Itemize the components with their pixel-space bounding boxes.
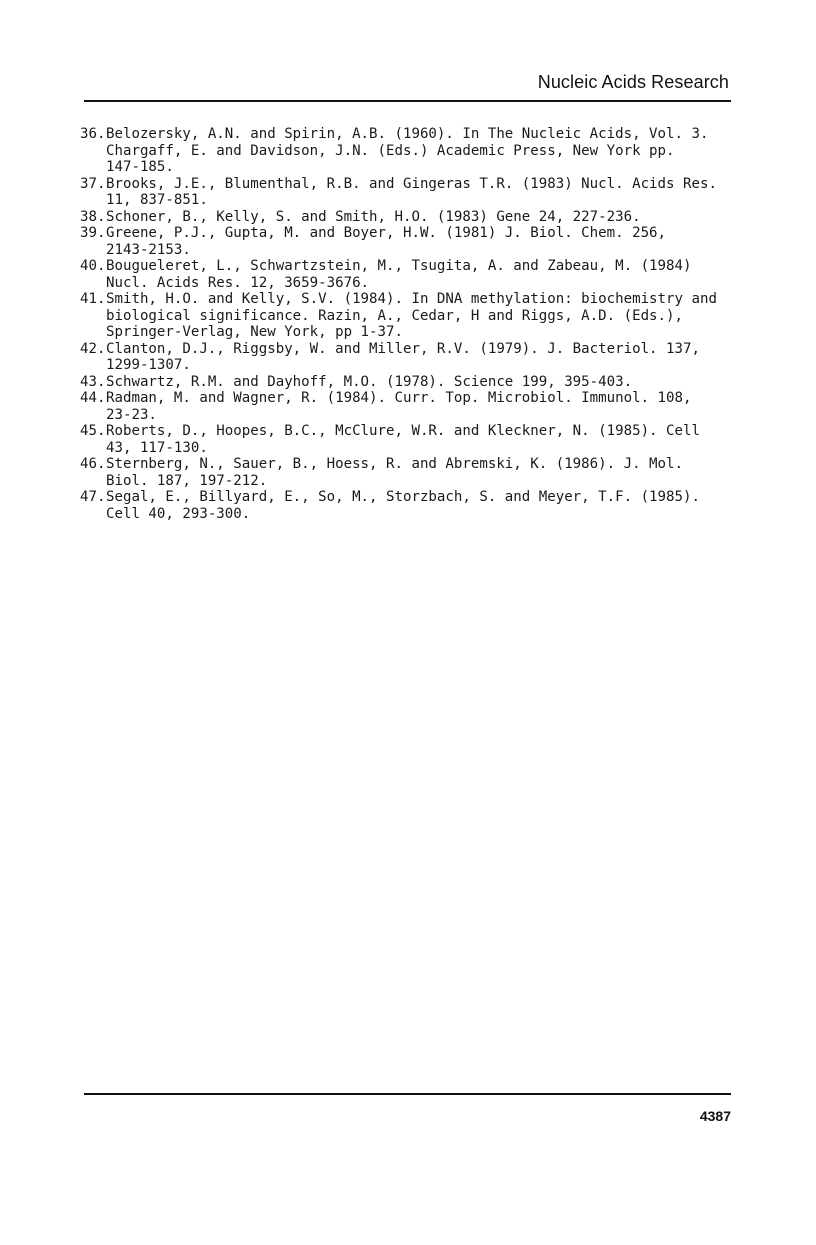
reference-number: 45. xyxy=(80,423,106,439)
reference-number: 41. xyxy=(80,291,106,307)
reference-text-line: Chargaff, E. and Davidson, J.N. (Eds.) Academic Press, New York pp. xyxy=(106,142,675,159)
reference-item xyxy=(80,176,740,209)
reference-text-line: Nucl. Acids Res. 12, 3659-3676. xyxy=(106,274,370,291)
reference-text-line: Radman, M. and Wagner, R. (1984). Curr. Top. Microbiol. Immunol. 108, xyxy=(106,390,692,406)
reference-text-line: Smith, H.O. and Kelly, S.V. (1984). In DNA methylation: biochemistry and xyxy=(106,291,717,307)
reference-item xyxy=(80,258,740,291)
reference-text-line: 147-185. xyxy=(106,159,174,175)
reference-item xyxy=(80,390,740,423)
reference-item xyxy=(80,374,740,391)
reference-text-line: Belozersky, A.N. and Spirin, A.B. (1960). In The Nucleic Acids, Vol. 3. xyxy=(106,126,709,142)
reference-number: 42. xyxy=(80,340,106,357)
reference-text-line: Clanton, D.J., Riggsby, W. and Miller, R.V. (1979). J. Bacteriol. 137, xyxy=(106,340,700,357)
reference-text-line: biological significance. Razin, A., Cedar, H and Riggs, A.D. (Eds.), xyxy=(106,307,683,324)
reference-number: 47. xyxy=(80,489,106,505)
reference-text-line: Segal, E., Billyard, E., So, M., Storzbach, S. and Meyer, T.F. (1985). xyxy=(106,489,700,505)
journal-title: Nucleic Acids Research xyxy=(537,72,729,92)
footer-rule xyxy=(84,1093,731,1095)
reference-item xyxy=(80,423,740,456)
reference-list xyxy=(80,126,740,522)
reference-item xyxy=(80,456,740,489)
reference-number: 46. xyxy=(80,456,106,472)
reference-number: 37. xyxy=(80,175,106,192)
reference-text-line: 43, 117-130. xyxy=(106,439,208,456)
header-rule xyxy=(84,100,731,102)
reference-number: 44. xyxy=(80,390,106,406)
reference-text-line: Sternberg, N., Sauer, B., Hoess, R. and Abremski, K. (1986). J. Mol. xyxy=(106,456,683,472)
reference-item xyxy=(80,341,740,374)
reference-text-line: Brooks, J.E., Blumenthal, R.B. and Gingeras T.R. (1983) Nucl. Acids Res. xyxy=(106,175,717,192)
reference-text-line: Roberts, D., Hoopes, B.C., McClure, W.R. and Kleckner, N. (1985). Cell xyxy=(106,423,700,439)
reference-number: 36. xyxy=(80,126,106,142)
reference-text-line: Schwartz, R.M. and Dayhoff, M.O. (1978). Science 199, 395-403. xyxy=(106,373,633,390)
reference-text-line: 23-23. xyxy=(106,406,157,423)
reference-text-line: Springer-Verlag, New York, pp 1-37. xyxy=(106,324,403,340)
reference-item xyxy=(80,489,740,522)
reference-text-line: 1299-1307. xyxy=(106,357,191,373)
reference-item xyxy=(80,209,740,226)
reference-item xyxy=(80,126,740,176)
reference-item xyxy=(80,291,740,341)
reference-text-line: 2143-2153. xyxy=(106,241,191,258)
reference-number: 43. xyxy=(80,373,106,390)
page-number: 4387 xyxy=(699,1108,731,1124)
reference-text-line: Bougueleret, L., Schwartzstein, M., Tsugita, A. and Zabeau, M. (1984) xyxy=(106,258,692,274)
reference-text-line: 11, 837-851. xyxy=(106,192,208,208)
reference-text-line: Greene, P.J., Gupta, M. and Boyer, H.W. (1981) J. Biol. Chem. 256, xyxy=(106,225,667,241)
reference-number: 39. xyxy=(80,225,106,241)
reference-number: 38. xyxy=(80,208,106,225)
reference-text-line: Biol. 187, 197-212. xyxy=(106,472,268,489)
reference-number: 40. xyxy=(80,258,106,274)
reference-item xyxy=(80,225,740,258)
reference-text-line: Schoner, B., Kelly, S. and Smith, H.O. (1983) Gene 24, 227-236. xyxy=(106,208,641,225)
reference-text-line: Cell 40, 293-300. xyxy=(106,505,251,522)
